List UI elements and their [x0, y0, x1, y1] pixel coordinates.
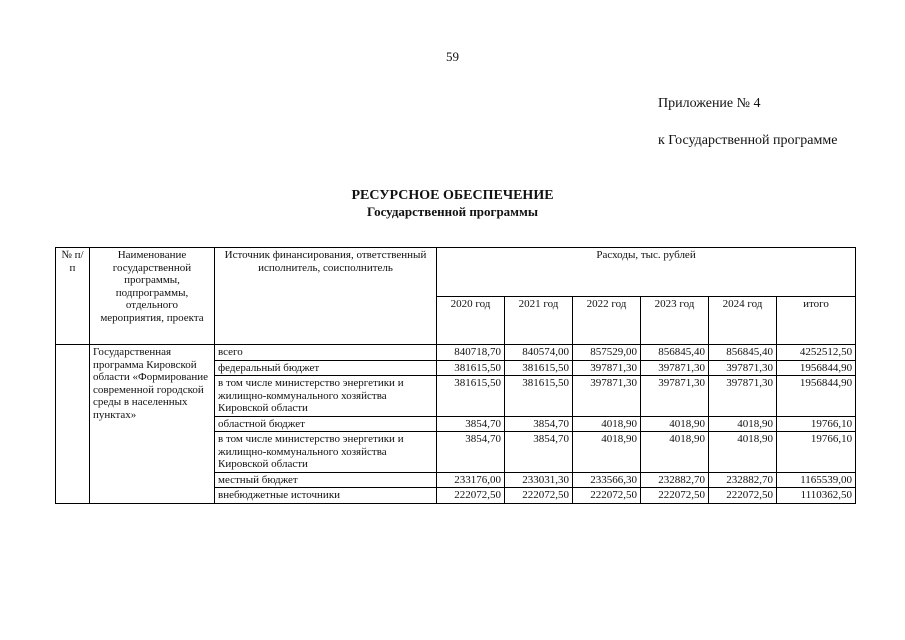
document-subtitle: Государственной программы: [366, 204, 539, 219]
total-cell: 1956844,90: [777, 360, 856, 376]
header-name: Наименование государственной программы, подпрограммы, отдельного мероприятия, проекта: [90, 248, 215, 345]
total-cell: 19766,10: [777, 432, 856, 473]
value-cell: 381615,50: [437, 360, 505, 376]
value-cell: 232882,70: [709, 472, 777, 488]
program-reference: к Государственной программе: [658, 133, 838, 148]
source-cell: местный бюджет: [215, 472, 437, 488]
header-number: № п/п: [56, 248, 90, 345]
total-cell: 1956844,90: [777, 376, 856, 417]
value-cell: 840718,70: [437, 345, 505, 361]
value-cell: 3854,70: [505, 416, 573, 432]
row-number-cell: [56, 345, 90, 504]
total-cell: 19766,10: [777, 416, 856, 432]
value-cell: 4018,90: [573, 432, 641, 473]
header-row-1: [56, 248, 856, 297]
header-total: итого: [777, 296, 856, 345]
total-cell: 1110362,50: [777, 488, 856, 504]
value-cell: 222072,50: [641, 488, 709, 504]
header-expenses: Расходы, тыс. рублей: [437, 248, 856, 297]
value-cell: 233176,00: [437, 472, 505, 488]
source-cell: в том числе министерство энергетики и жилищно-коммунального хозяйства Кировской области: [215, 376, 437, 417]
header-year: 2021 год: [505, 296, 573, 345]
resource-table: [55, 247, 856, 504]
source-cell: всего: [215, 345, 437, 361]
program-name-cell: Государственная программа Кировской области «Формирование современной городской среды в населенных пунктах»: [90, 345, 215, 504]
value-cell: 3854,70: [437, 432, 505, 473]
source-cell: областной бюджет: [215, 416, 437, 432]
value-cell: 233031,30: [505, 472, 573, 488]
value-cell: 222072,50: [437, 488, 505, 504]
value-cell: 381615,50: [505, 360, 573, 376]
value-cell: 397871,30: [641, 376, 709, 417]
value-cell: 4018,90: [641, 432, 709, 473]
header-year: 2024 год: [709, 296, 777, 345]
value-cell: 381615,50: [505, 376, 573, 417]
value-cell: 222072,50: [573, 488, 641, 504]
total-cell: 1165539,00: [777, 472, 856, 488]
header-year: 2023 год: [641, 296, 709, 345]
value-cell: 4018,90: [709, 432, 777, 473]
value-cell: 397871,30: [709, 360, 777, 376]
title-block: [0, 187, 905, 220]
total-cell: 4252512,50: [777, 345, 856, 361]
value-cell: 857529,00: [573, 345, 641, 361]
value-cell: 381615,50: [437, 376, 505, 417]
header-year: 2020 год: [437, 296, 505, 345]
value-cell: 222072,50: [505, 488, 573, 504]
value-cell: 4018,90: [641, 416, 709, 432]
value-cell: 4018,90: [709, 416, 777, 432]
source-cell: федеральный бюджет: [215, 360, 437, 376]
header-source: Источник финансирования, ответственный исполнитель, соисполнитель: [215, 248, 437, 345]
page-number: 59: [446, 49, 459, 64]
value-cell: 397871,30: [709, 376, 777, 417]
value-cell: 840574,00: [505, 345, 573, 361]
header-year: 2022 год: [573, 296, 641, 345]
source-cell: в том числе министерство энергетики и жилищно-коммунального хозяйства Кировской области: [215, 432, 437, 473]
table-row: [56, 345, 856, 361]
value-cell: 3854,70: [437, 416, 505, 432]
value-cell: 397871,30: [573, 360, 641, 376]
value-cell: 233566,30: [573, 472, 641, 488]
value-cell: 232882,70: [641, 472, 709, 488]
value-cell: 397871,30: [641, 360, 709, 376]
value-cell: 222072,50: [709, 488, 777, 504]
document-title: РЕСУРСНОЕ ОБЕСПЕЧЕНИЕ: [351, 188, 554, 203]
value-cell: 397871,30: [573, 376, 641, 417]
source-cell: внебюджетные источники: [215, 488, 437, 504]
value-cell: 3854,70: [505, 432, 573, 473]
value-cell: 4018,90: [573, 416, 641, 432]
value-cell: 856845,40: [641, 345, 709, 361]
value-cell: 856845,40: [709, 345, 777, 361]
appendix-label: Приложение № 4: [658, 96, 761, 111]
